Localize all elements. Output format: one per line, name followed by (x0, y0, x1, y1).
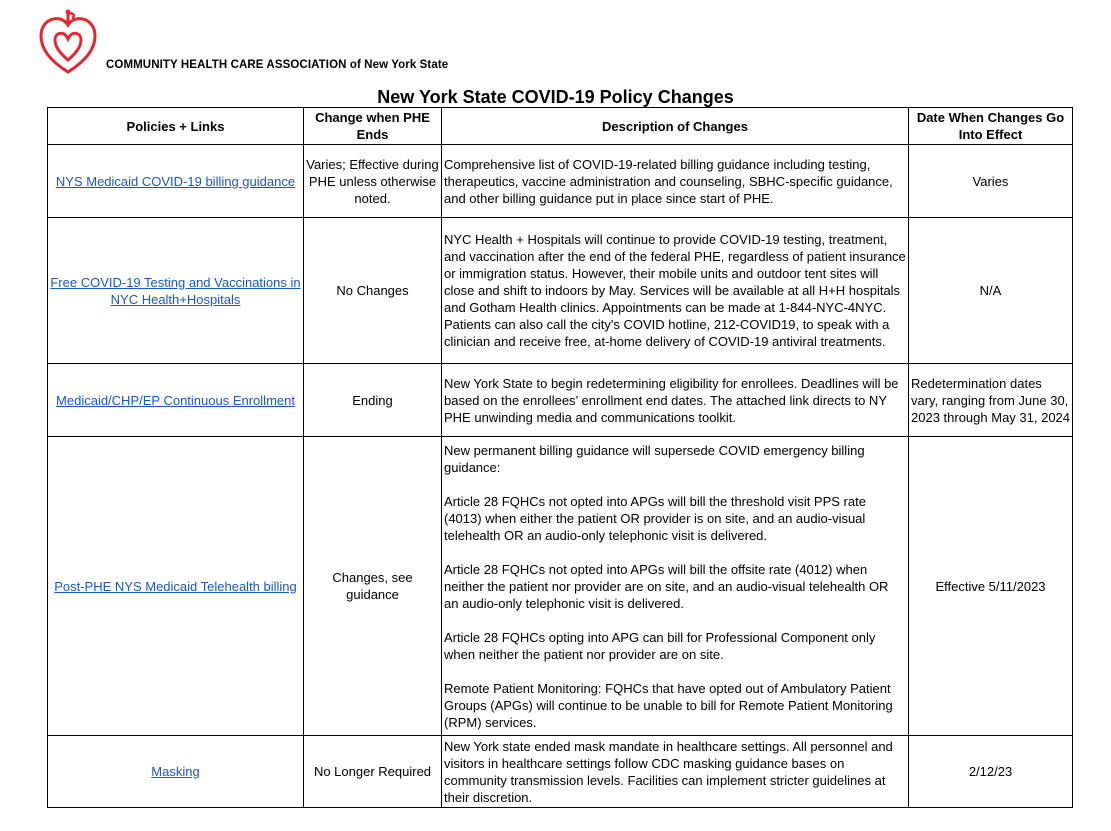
date-cell: Redetermination dates vary, ranging from June 30, 2023 through May 31, 2024 (909, 364, 1073, 437)
table-row (48, 437, 1073, 736)
policy-cell (48, 364, 304, 437)
association-logo (38, 8, 98, 74)
policy-cell (48, 437, 304, 736)
header-policies-links: Policies + Links (48, 108, 304, 145)
policy-link-telehealth-billing[interactable]: Post-PHE NYS Medicaid Telehealth billing (54, 578, 297, 594)
policy-changes-table (47, 107, 1073, 808)
header-description-of-changes: Description of Changes (442, 108, 909, 145)
table-row (48, 364, 1073, 437)
change-cell: No Changes (304, 218, 442, 364)
date-cell: 2/12/23 (909, 736, 1073, 808)
document-title: New York State COVID-19 Policy Changes (377, 87, 734, 107)
date-cell: N/A (909, 218, 1073, 364)
description-paragraph: Article 28 FQHCs opting into APG can bill for Professional Component only when neither the patient nor provider are on site. (444, 629, 876, 662)
policy-cell (48, 218, 304, 364)
policy-link-masking[interactable]: Masking (151, 764, 200, 779)
description-paragraph: Remote Patient Monitoring: FQHCs that have opted out of Ambulatory Patient Groups (APGs) will continue to be unable to bill for Remote Patient Monitoring (RPM) services. (444, 680, 893, 730)
description-cell (442, 736, 909, 808)
description-paragraph: Article 28 FQHCs not opted into APGs will bill the offsite rate (4012) when neither the patient nor provider are on site, and an audio-visual telehealth OR an audio-only telephonic visit is delivered. (444, 561, 889, 611)
date-cell: Effective 5/11/2023 (909, 437, 1073, 736)
description-text: New York State to begin redetermining eligibility for enrollees. Deadlines will be based on the enrollees’ enrollment end dates. The attached link directs to NY PHE unwinding media and communications toolkit. (444, 375, 899, 425)
change-cell: Ending (304, 364, 442, 437)
policy-link-free-testing-vaccinations[interactable]: Free COVID-19 Testing and Vaccinations in NYC Health+Hospitals (50, 274, 301, 307)
change-cell: Changes, see guidance (304, 437, 442, 736)
description-cell (442, 364, 909, 437)
organization-name: COMMUNITY HEALTH CARE ASSOCIATION of New York State (106, 59, 449, 71)
policy-link-medicaid-billing-guidance[interactable]: NYS Medicaid COVID-19 billing guidance (55, 173, 296, 189)
policy-cell (48, 145, 304, 218)
description-text: NYC Health + Hospitals will continue to provide COVID-19 testing, treatment, and vaccination after the end of the federal PHE, regardless of patient insurance or immigration status. However, their mobile units and outdoor tent sites will close and shift to indoors by May. Services will be available at all H+H hospitals and Gotham Health clinics. Appointments can be made at 1-844-NYC-4NYC. Patients can also call the city's COVID hotline, 212-COVID19, to speak with a clinician and receive free, at-home delivery of COVID-19 antiviral treatments. (444, 232, 906, 349)
date-cell: Varies (909, 145, 1073, 218)
description-paragraph: New permanent billing guidance will supersede COVID emergency billing guidance: (444, 442, 865, 475)
description-cell (442, 145, 909, 218)
table-row (48, 145, 1073, 218)
policy-link-continuous-enrollment[interactable]: Medicaid/CHP/EP Continuous Enrollment (56, 392, 295, 408)
description-paragraph: Article 28 FQHCs not opted into APGs will bill the threshold visit PPS rate (4013) when either the patient OR provider is on site, and an audio-visual telehealth OR an audio-only telephonic visit is delivered. (444, 493, 866, 543)
header-change-when-phe-ends: Change when PHE Ends (304, 108, 442, 145)
description-cell (442, 437, 909, 736)
table-header-row (48, 108, 1073, 145)
table-row (48, 218, 1073, 364)
description-cell (442, 218, 909, 364)
policy-cell (48, 736, 304, 808)
description-text: New York state ended mask mandate in healthcare settings. All personnel and visitors in healthcare settings follow CDC masking guidance bases on community transmission levels. Facilities can implement stricter guidelines at their discretion. (444, 738, 893, 805)
change-cell: No Longer Required (304, 736, 442, 808)
change-cell: Varies; Effective during PHE unless otherwise noted. (304, 145, 442, 218)
description-text: Comprehensive list of COVID-19-related billing guidance including testing, therapeutics, vaccine administration and counseling, SBHC-specific guidance, and other billing guidance put in place since start of PHE. (444, 156, 893, 206)
header-effective-date: Date When Changes Go Into Effect (909, 108, 1073, 145)
table-row (48, 736, 1073, 808)
